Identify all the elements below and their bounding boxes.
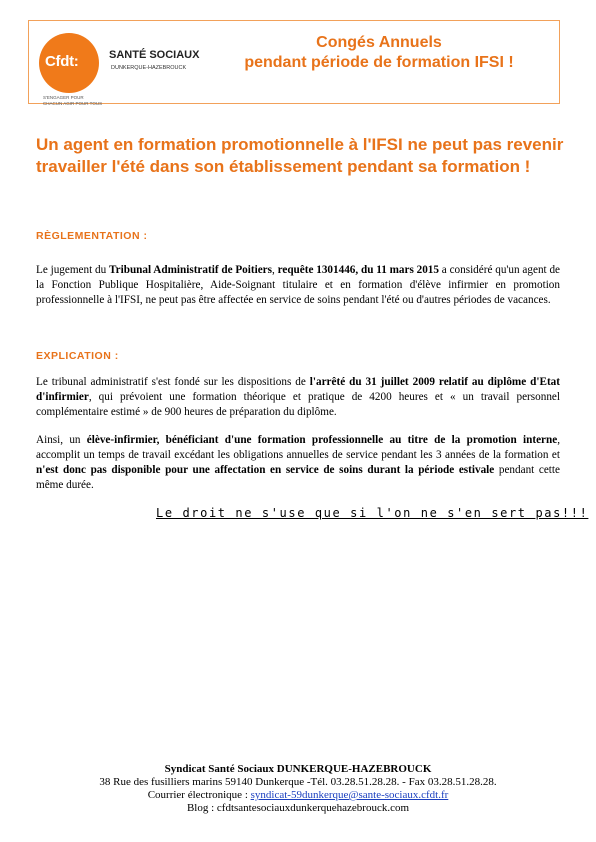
logo-tagline: S'ENGAGER POUR CHACUN AGIR POUR TOUS xyxy=(43,95,103,106)
exp1-text-1: Le tribunal administratif s'est fondé sur les dispositions de xyxy=(36,376,310,388)
header-title-line1: Congés Annuels xyxy=(316,34,442,51)
footer xyxy=(0,763,596,815)
reg-text-1: Le jugement du xyxy=(36,264,110,276)
header-title-line2: pendant période de formation IFSI ! xyxy=(244,54,514,71)
reg-requete: requête 1301446, du 11 mars 2015 xyxy=(277,264,439,276)
explication-paragraph-2 xyxy=(36,433,560,493)
headline: Un agent en formation promotionnelle à l'IFSI ne peut pas revenir travailler l'été dans son établissement pendant sa formation ! xyxy=(36,135,564,176)
footer-email-line xyxy=(0,789,596,802)
logo-city: DUNKERQUE-HAZEBROUCK xyxy=(111,65,187,71)
exp2-text-2: , accomplit un temps de travail excédant les obligations annuelles de service pendant les 3 années de la formation et xyxy=(36,434,560,461)
logo-brand: Cfdt: xyxy=(45,53,79,70)
exp1-text-2: , qui prévoient une formation théorique et pratique de 4200 heures et « un travail personnel complémentaire estimé » de 900 heures de préparation du diplôme. xyxy=(36,391,560,418)
section-reglementation-label: RÈGLEMENTATION : xyxy=(36,230,148,242)
exp2-eleve: élève-infirmier, bénéficiant d'une formation professionnelle au titre de la promotion interne xyxy=(86,434,558,446)
exp2-disponible: n'est donc pas disponible pour une affectation en service de soins durant la période estivale xyxy=(36,464,495,476)
exp2-text-3: pendant cette même durée. xyxy=(36,464,560,491)
exp1-arrete: l'arrêté du 31 juillet 2009 relatif au diplôme d'Etat d'infirmier xyxy=(36,376,560,403)
reg-text-3: a considéré qu'un agent de la Fonction Publique Hospitalière, Aide-Soignant titulaire et en formation d'élève infirmier en promotion professionnelle à l'IFSI, ne peut pas être affectée en service de soins pendant l'été ou d'autres périodes de vacances. xyxy=(36,264,561,306)
footer-org: Syndicat Santé Sociaux DUNKERQUE-HAZEBROUCK xyxy=(164,763,432,775)
exp2-text-1: Ainsi, un xyxy=(36,434,87,446)
reglementation-paragraph xyxy=(36,263,560,308)
footer-blog: Blog : cfdtsantesociauxdunkerquehazebrouck.com xyxy=(186,802,410,814)
footer-email-label: Courrier électronique : xyxy=(147,789,251,801)
explication-paragraph-1 xyxy=(36,375,560,420)
footer-address: 38 Rue des fusilliers marins 59140 Dunkerque -Tél. 03.28.51.28.28. - Fax 03.28.51.28.28. xyxy=(99,776,497,788)
section-explication-label: EXPLICATION : xyxy=(36,350,119,362)
logo-union: SANTÉ SOCIAUX xyxy=(109,49,200,61)
header-title xyxy=(209,33,549,73)
reg-text-2: , xyxy=(271,264,278,276)
footer-email-link[interactable]: syndicat-59dunkerque@sante-sociaux.cfdt.fr xyxy=(250,789,449,801)
cfdt-logo xyxy=(37,29,200,106)
motto: Le droit ne s'use que si l'on ne s'en sert pas!!! xyxy=(156,506,589,520)
header-box xyxy=(28,20,560,104)
reg-tribunal: Tribunal Administratif de Poitiers xyxy=(109,264,272,276)
